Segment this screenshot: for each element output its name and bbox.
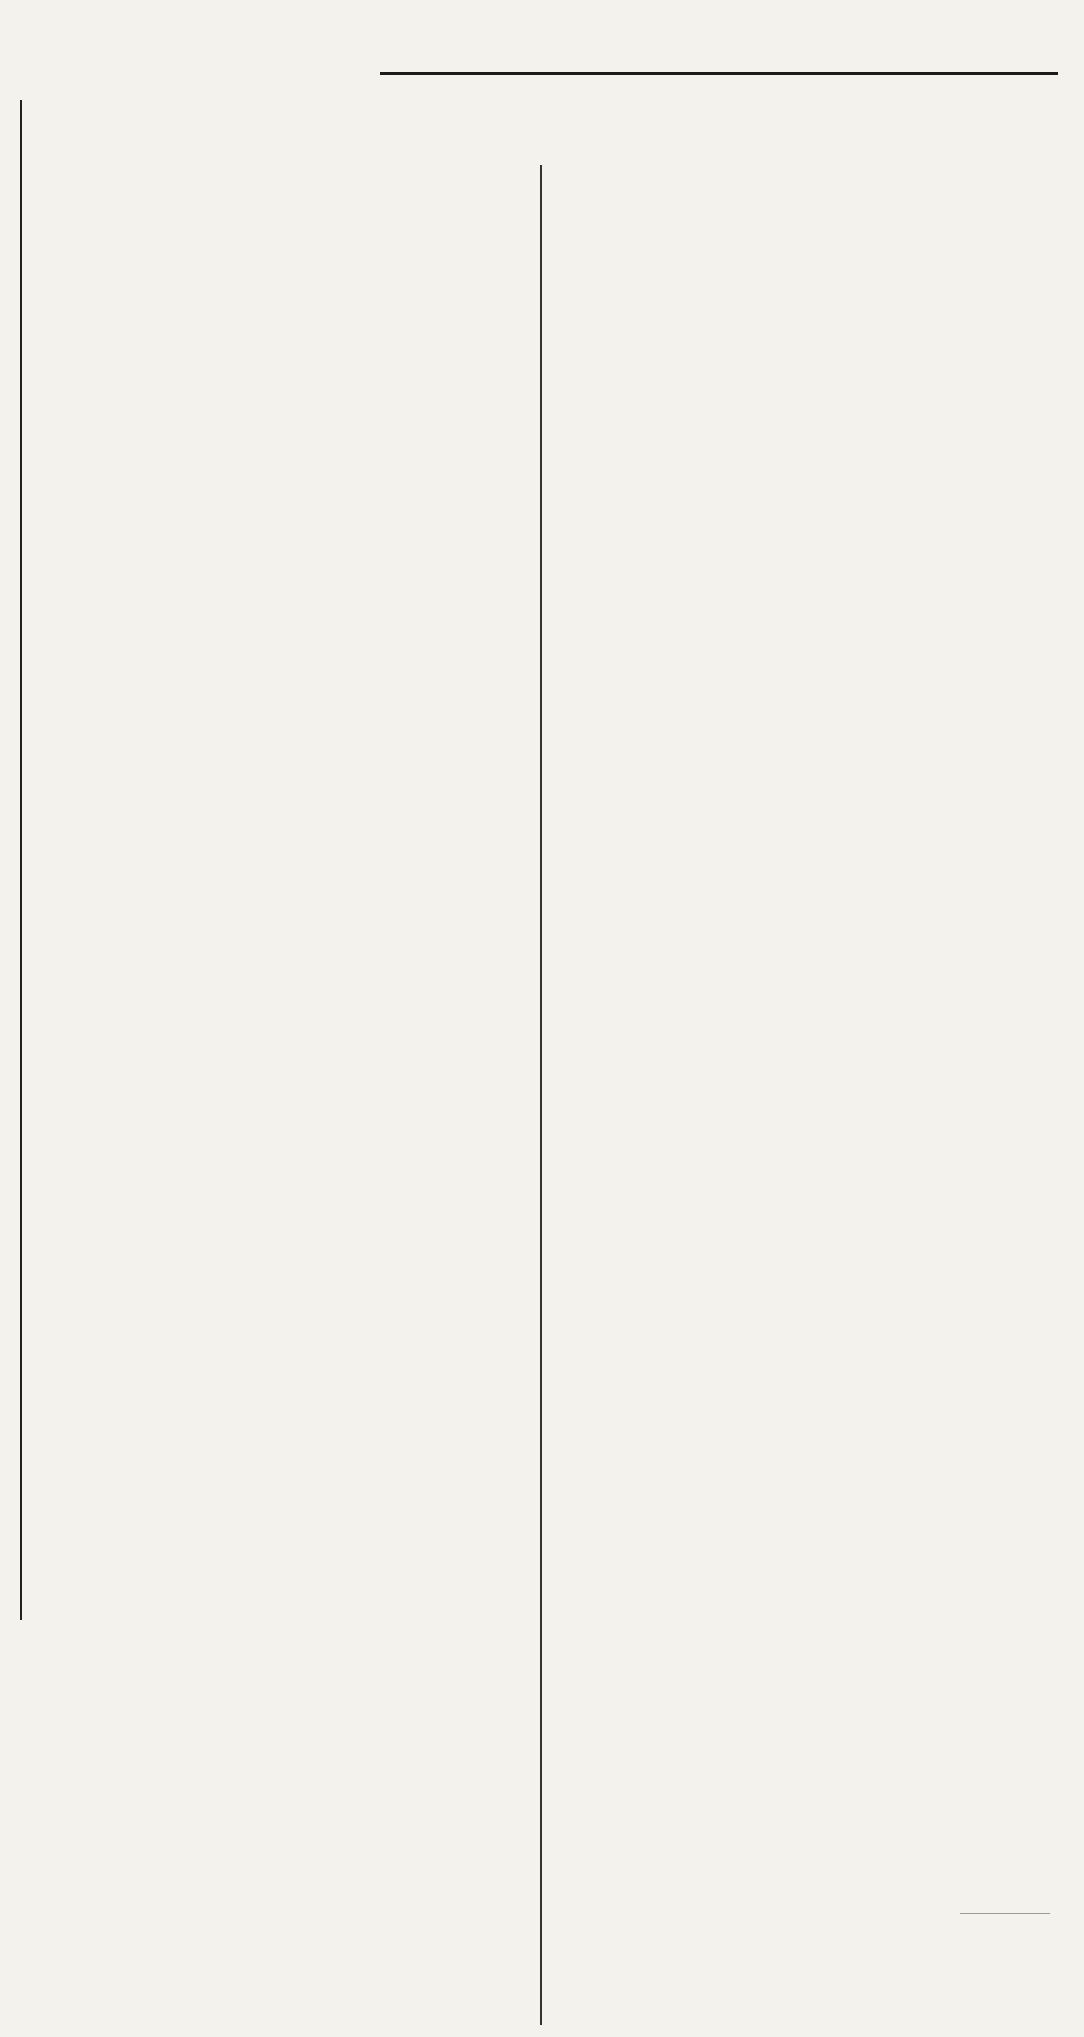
signature-rule <box>960 1913 1050 1914</box>
left-margin-fragments <box>0 0 22 2037</box>
rubric-underline <box>380 72 1058 75</box>
margin-column-rule <box>20 100 22 1620</box>
column-divider <box>540 165 542 2025</box>
